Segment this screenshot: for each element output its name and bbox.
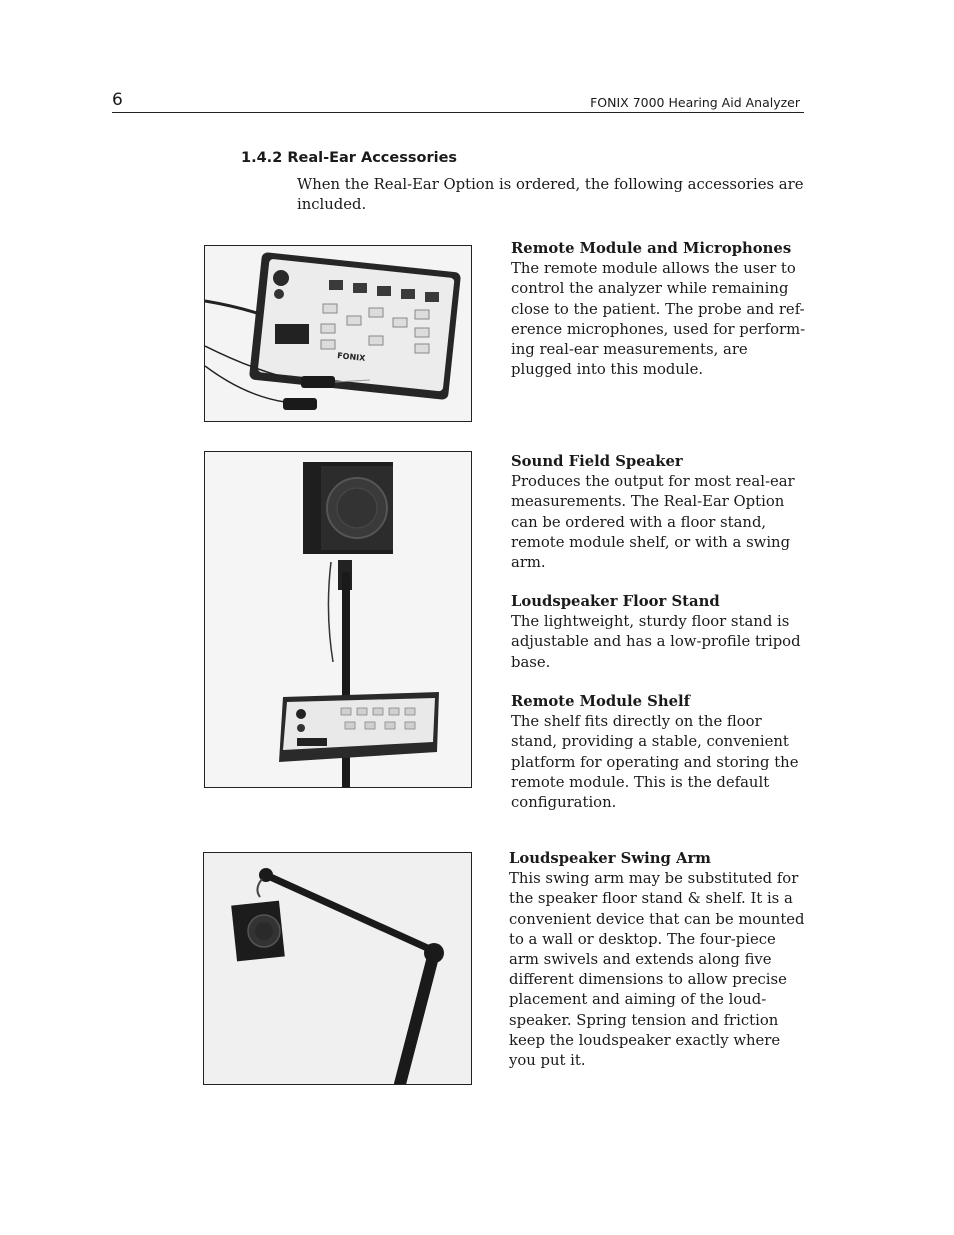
remote-module-photo	[204, 245, 472, 422]
remote-module-description	[511, 239, 806, 380]
item-body: The lightweight, sturdy floor stand is adjustable and has a low-profile tripod base.	[511, 613, 801, 671]
swing-arm-description	[509, 849, 806, 1071]
running-title: FONIX 7000 Hearing Aid Analyzer	[590, 95, 800, 110]
floor-stand-photo	[204, 451, 472, 788]
item-title: Sound Field Speaker	[511, 453, 683, 470]
item-title: Remote Module and Microphones	[511, 240, 792, 257]
remote-module-shelf-description	[511, 692, 801, 813]
floor-stand-description	[511, 592, 806, 673]
item-body: This swing arm may be substituted for the speaker floor stand & shelf. It is a convenient device that can be mounted to a wall or desktop. The four-piece arm swivels and extends along five different dimensions to allow precise placement and aiming of the loud-speaker. Spring tension and friction keep the loudspeaker exactly where you put it.	[509, 870, 805, 1070]
swing-arm-photo	[203, 852, 472, 1085]
section-heading: 1.4.2 Real-Ear Accessories	[241, 150, 458, 166]
item-body: Produces the output for most real-ear measurements. The Real-Ear Option can be ordered with a floor stand, remote module shelf, or with a swing arm.	[511, 473, 795, 572]
item-title: Remote Module Shelf	[511, 693, 691, 710]
item-title: Loudspeaker Floor Stand	[511, 593, 720, 610]
remote-module-logo: FONIX	[336, 351, 366, 363]
sound-field-speaker-description	[511, 452, 801, 573]
item-body: The remote module allows the user to control the analyzer while remaining close to the patient. The probe and ref-erence microphones, used for perform-ing real-ear measurements, are plugged into this module.	[511, 260, 806, 379]
header-rule	[112, 112, 804, 113]
page-number: 6	[112, 90, 123, 110]
item-body: The shelf fits directly on the floor stand, providing a stable, convenient platform for operating and storing the remote module. This is the default configuration.	[511, 713, 799, 812]
item-title: Loudspeaker Swing Arm	[509, 850, 711, 867]
section-intro: When the Real-Ear Option is ordered, the following accessories are included.	[297, 176, 804, 213]
